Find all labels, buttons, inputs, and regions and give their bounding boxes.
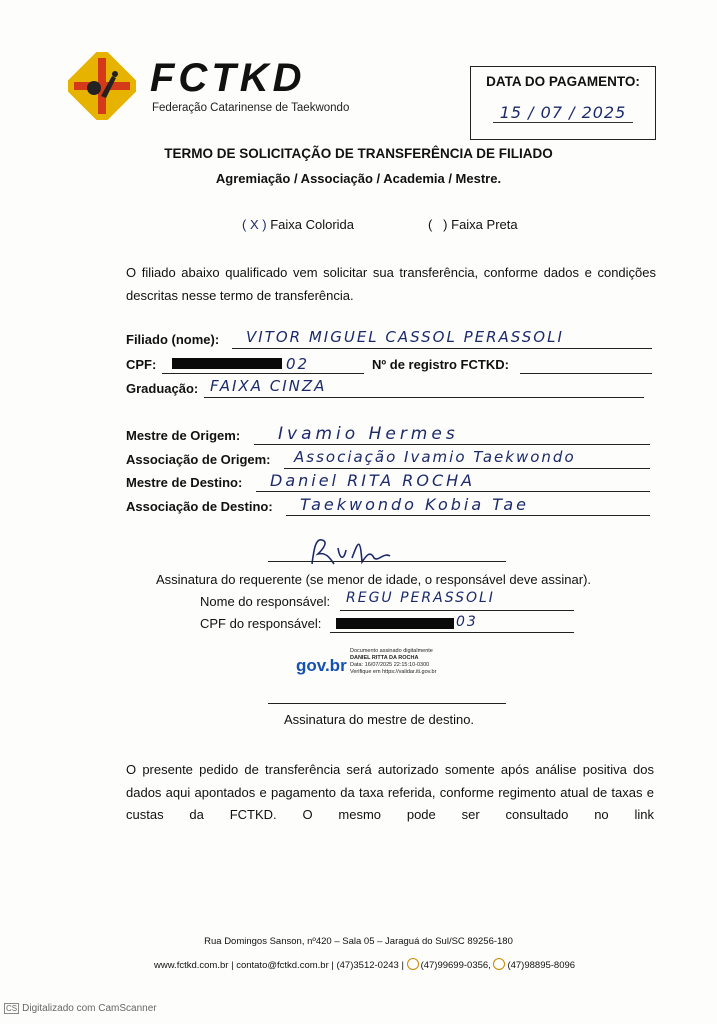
- assoc-origem-label: Associação de Origem:: [126, 452, 271, 467]
- footer-separator: |: [401, 960, 407, 971]
- requerente-signature-line: [268, 561, 506, 562]
- cpf-responsavel-value: 03: [456, 614, 478, 630]
- payment-date-box: [470, 66, 656, 140]
- mestre-origem-label: Mestre de Origem:: [126, 428, 241, 443]
- requerente-signature-icon: [300, 528, 420, 572]
- payment-date-title: DATA DO PAGAMENTO:: [486, 74, 640, 89]
- footer-contacts: [154, 958, 575, 971]
- option-preta-label: Faixa Preta: [451, 217, 518, 232]
- assoc-destino-label: Associação de Destino:: [126, 499, 273, 514]
- intro-paragraph: O filiado abaixo qualificado vem solicitar sua transferência, conforme dados e condições descritas nesse termo de transferência.: [126, 265, 656, 303]
- govbr-logo: gov.br: [296, 656, 347, 675]
- registro-line: [520, 357, 652, 374]
- document-title: TERMO DE SOLICITAÇÃO DE TRANSFERÊNCIA DE FILIADO: [164, 146, 553, 161]
- govbr-line4: Verifique em https://validar.iti.gov.br: [350, 669, 437, 675]
- assoc-origem-value: Associação Ivamio Taekwondo: [294, 448, 576, 466]
- footer-email-link[interactable]: contato@fctkd.com.br: [236, 960, 329, 971]
- mestre-destino-label: Mestre de Destino:: [126, 475, 243, 490]
- payment-date-value: 15 / 07 / 2025: [493, 103, 633, 123]
- govbr-line2: DANIEL RITTA DA ROCHA: [350, 655, 419, 661]
- govbr-line1: Documento assinado digitalmente: [350, 648, 433, 654]
- brand-name: FCTKD: [150, 56, 306, 100]
- filiado-label: Filiado (nome):: [126, 332, 220, 347]
- closing-line-1: O presente pedido de transferência será autorizado somente após análise positiva dos: [126, 762, 654, 777]
- footer-phone-3: (47)98895-8096: [507, 960, 576, 971]
- registro-label: Nº de registro FCTKD:: [372, 357, 509, 372]
- graduacao-value: FAIXA CINZA: [210, 377, 327, 395]
- cpf-redaction: [172, 358, 282, 369]
- cpf-value: 02: [286, 355, 310, 373]
- whatsapp-icon: [493, 958, 505, 970]
- brand-subtitle: Federação Catarinense de Taekwondo: [152, 102, 350, 114]
- mestre-destino-value: Daniel RITA ROCHA: [270, 471, 476, 490]
- footer-address: Rua Domingos Sanson, nº420 – Sala 05 – Jaraguá do Sul/SC 89256-180: [204, 936, 513, 947]
- whatsapp-icon: [407, 958, 419, 970]
- govbr-line3: Data: 16/07/2025 22:15:10-0300: [350, 662, 430, 668]
- camscanner-text: Digitalizado com CamScanner: [22, 1003, 157, 1014]
- footer-separator: |: [231, 960, 237, 971]
- camscanner-badge: CS: [6, 1004, 18, 1013]
- requerente-caption: Assinatura do requerente (se menor de idade, o responsável deve assinar).: [156, 572, 592, 587]
- option-faixa-preta[interactable]: [428, 217, 518, 232]
- mestre-origem-value: Ivamio Hermes: [278, 424, 459, 444]
- option-colorida-label: Faixa Colorida: [270, 217, 355, 232]
- filiado-value: VITOR MIGUEL CASSOL PERASSOLI: [246, 328, 564, 346]
- graduacao-label: Graduação:: [126, 381, 199, 396]
- cpf-responsavel-label: CPF do responsável:: [200, 616, 322, 631]
- fctkd-logo-icon: [68, 52, 136, 120]
- footer-site-link[interactable]: www.fctkd.com.br: [154, 960, 229, 971]
- assoc-destino-value: Taekwondo Kobia Tae: [300, 495, 529, 514]
- mestre-signature-line: [268, 703, 506, 704]
- cpf-responsavel-redaction: [336, 618, 454, 629]
- footer-phone-2: (47)99699-0356,: [420, 960, 491, 971]
- checkbox-preta-mark: ( ): [428, 217, 448, 232]
- checkbox-colorida-mark: ( X ): [242, 217, 267, 232]
- responsavel-value: REGU PERASSOLI: [346, 590, 495, 606]
- closing-line-2: dados aqui apontados e pagamento da taxa referida, conforme regimento atual de taxas e: [126, 785, 654, 800]
- closing-line-3: custas da FCTKD. O mesmo pode ser consultado no link: [126, 807, 654, 822]
- document-subtitle: Agremiação / Associação / Academia / Mestre.: [215, 171, 502, 186]
- govbr-stamp: [350, 648, 436, 676]
- cpf-label: CPF:: [126, 357, 157, 372]
- responsavel-label: Nome do responsável:: [200, 594, 331, 609]
- footer-separator: |: [331, 960, 337, 971]
- camscanner-watermark: [4, 1003, 157, 1014]
- mestre-caption: Assinatura do mestre de destino.: [284, 712, 475, 727]
- footer-phone-1: (47)3512-0243: [336, 960, 399, 971]
- option-faixa-colorida[interactable]: [242, 217, 354, 232]
